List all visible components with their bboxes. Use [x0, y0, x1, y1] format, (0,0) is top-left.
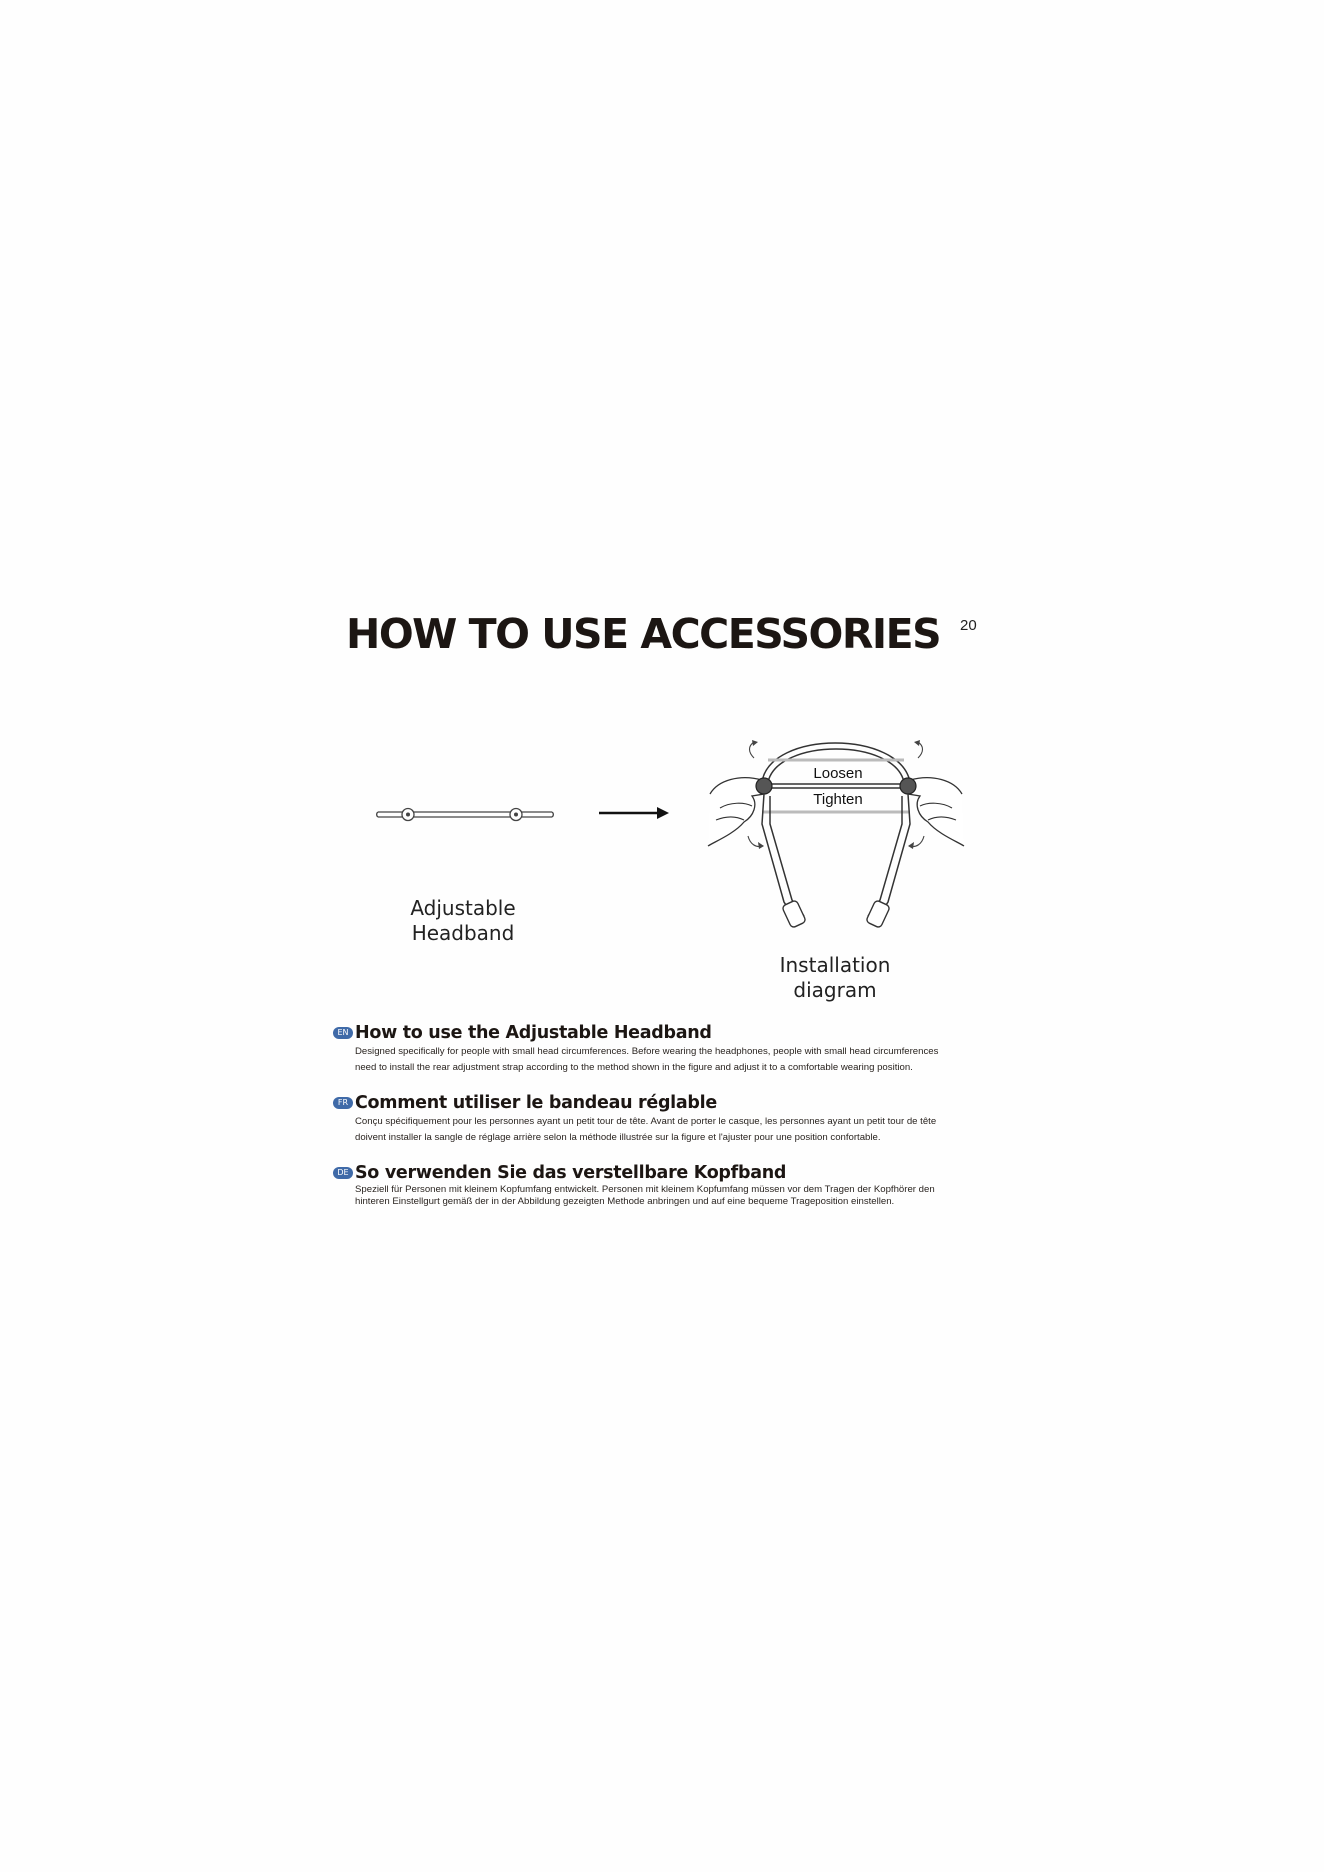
section-body [355, 1184, 993, 1208]
section-title: Comment utiliser le bandeau réglable [355, 1093, 717, 1113]
tighten-label: Tighten [813, 791, 863, 808]
installation-caption-line: Installation [779, 953, 891, 977]
section-fr [333, 1092, 993, 1145]
page-title: HOW TO USE ACCESSORIES [346, 610, 941, 658]
installation-caption-line: diagram [793, 978, 877, 1002]
body-line: doivent installer la sangle de réglage arrière selon la méthode illustrée sur la figure et l'ajuster pour une position confortable. [355, 1131, 881, 1143]
lang-badge-fr: FR [333, 1097, 353, 1109]
section-de [333, 1162, 993, 1208]
headband-caption [383, 896, 543, 946]
installation-caption [755, 953, 915, 1003]
installation-diagram [700, 724, 972, 936]
body-line: Conçu spécifiquement pour les personnes ayant un petit tour de tête. Avant de porter le casque, les personnes ayant un petit tour de tête [355, 1116, 937, 1127]
headband-caption-line: Adjustable [410, 896, 516, 920]
section-en [333, 1022, 993, 1075]
body-line: Speziell für Personen mit kleinem Kopfumfang entwickelt. Personen mit kleinem Kopfumfang müssen vor dem Tragen der Kopfhörer den [355, 1184, 935, 1195]
section-body [355, 1114, 993, 1145]
body-line: hinteren Einstellgurt gemäß der in der Abbildung gezeigten Methode anbringen und auf eine bequeme Trageposition einstellen. [355, 1196, 895, 1207]
page-number: 20 [960, 617, 977, 634]
loosen-label: Loosen [813, 765, 863, 782]
section-body [355, 1044, 993, 1075]
headband-illustration [370, 800, 560, 830]
body-line: Designed specifically for people with small head circumferences. Before wearing the headphones, people with small head circumferences [355, 1046, 939, 1057]
section-title: How to use the Adjustable Headband [355, 1023, 712, 1043]
arrow-right-icon [597, 804, 671, 822]
section-title: So verwenden Sie das verstellbare Kopfband [355, 1163, 787, 1183]
headband-caption-line: Headband [411, 921, 515, 945]
lang-badge-de: DE [333, 1167, 353, 1179]
body-line: need to install the rear adjustment strap according to the method shown in the figure and adjust it to a comfortable wearing position. [355, 1061, 913, 1073]
lang-badge-en: EN [333, 1027, 353, 1039]
